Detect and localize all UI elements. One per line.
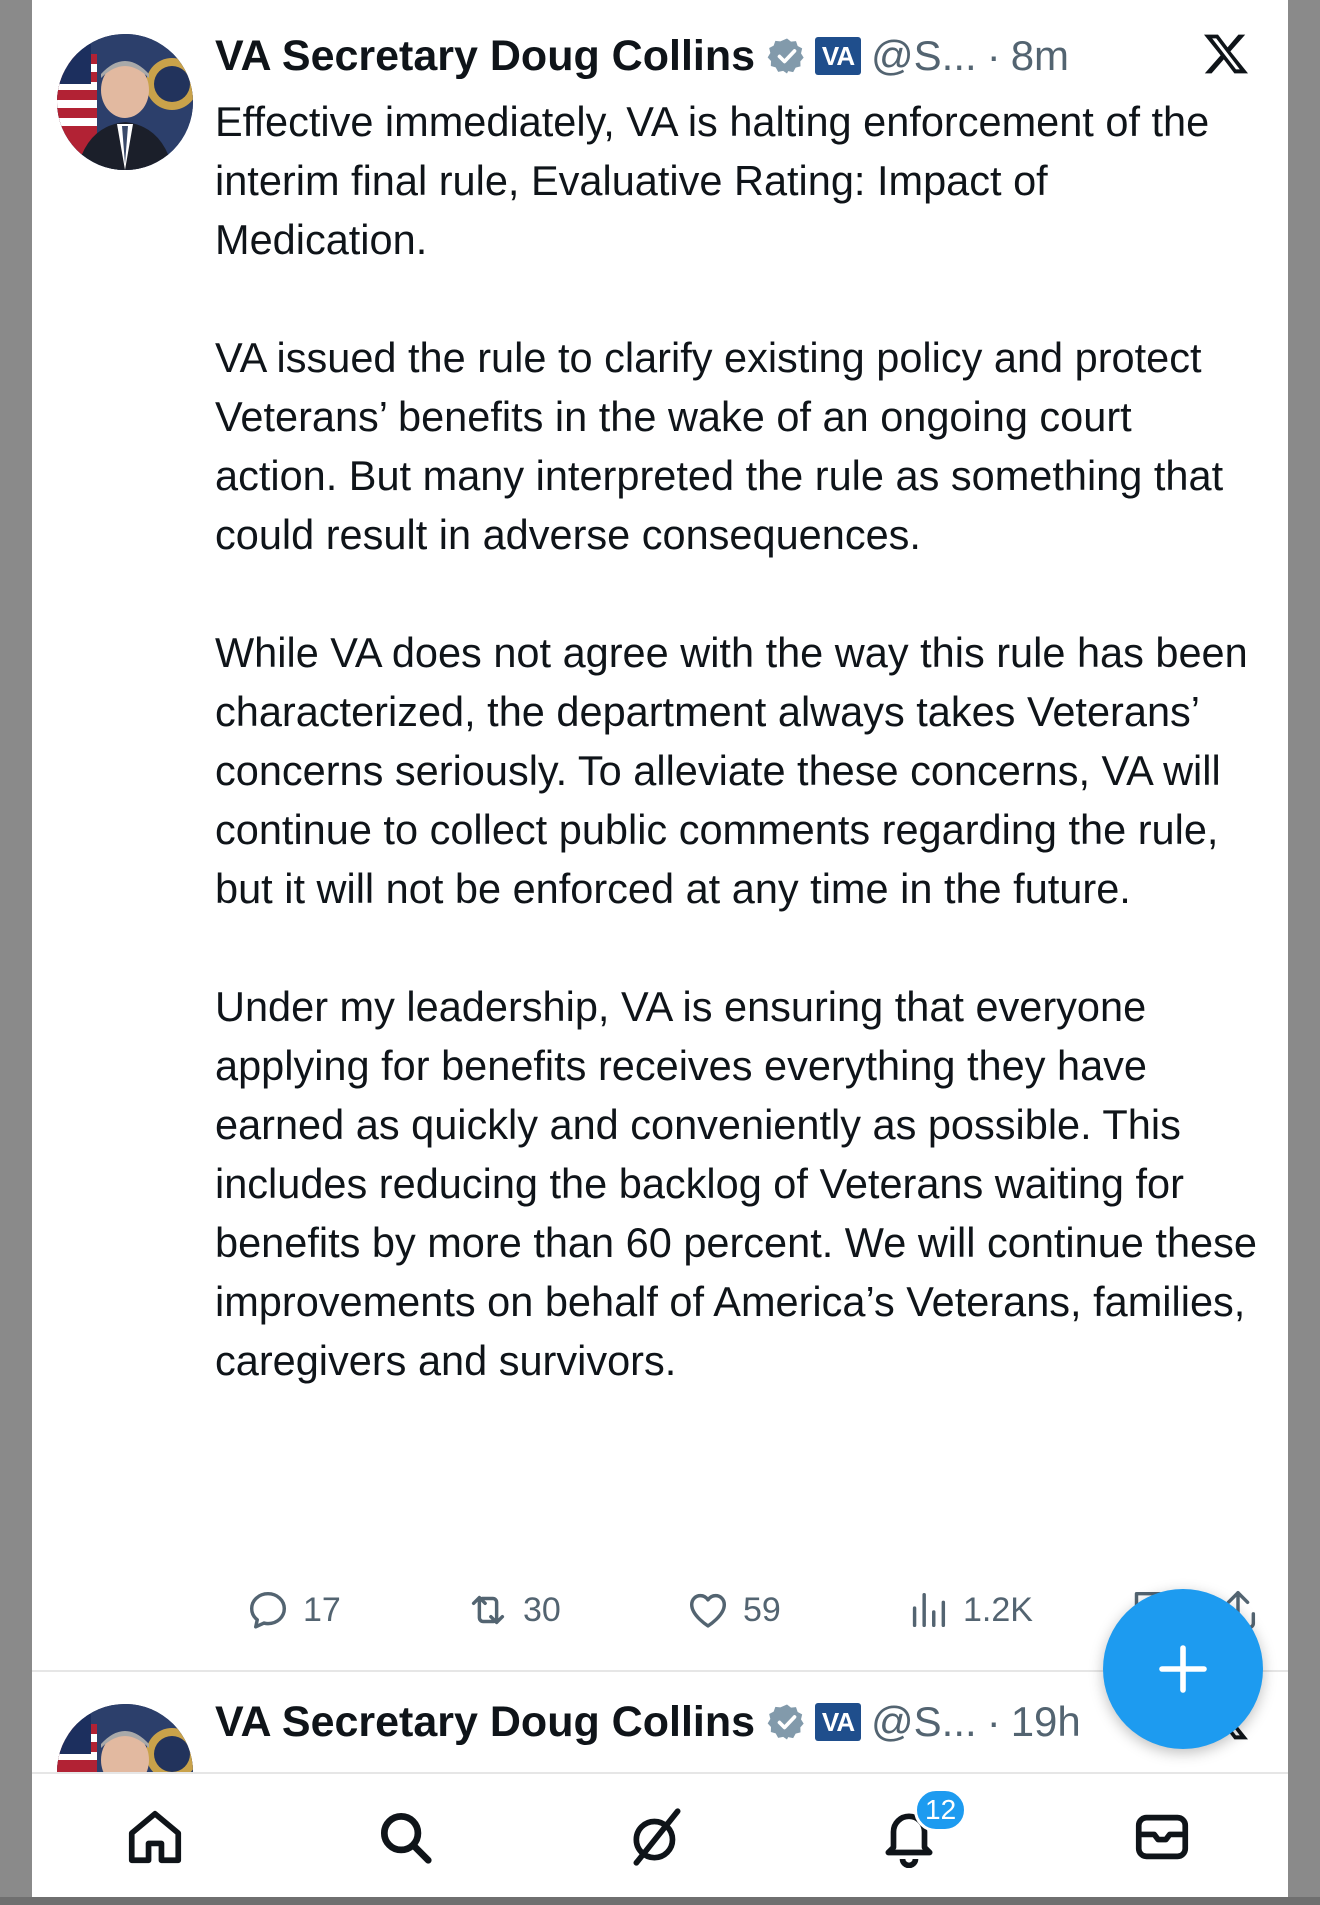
nav-grok[interactable] [622, 1802, 692, 1872]
tweet-header [215, 28, 1069, 84]
compose-button[interactable] [1103, 1589, 1263, 1749]
reply-button[interactable] [245, 1582, 341, 1638]
reply-icon [245, 1587, 291, 1633]
reply-count: 17 [303, 1590, 341, 1629]
author-name[interactable]: VA Secretary Doug Collins [215, 31, 756, 80]
tweet-paragraph: VA issued the rule to clarify existing policy and protect Veterans’ benefits in the wake of an ongoing court action. But many interpreted the rule as something that could result in adverse consequences. [215, 334, 1224, 558]
plus-icon [1155, 1641, 1211, 1697]
separator: · [986, 1698, 1001, 1745]
tweet-header [215, 1694, 1081, 1750]
tweet[interactable] [32, 0, 1288, 1672]
search-icon [374, 1806, 436, 1868]
verified-badge-icon [767, 36, 807, 76]
affiliation-badge[interactable]: VA [815, 37, 861, 75]
repost-icon [465, 1587, 511, 1633]
views-icon [905, 1587, 951, 1633]
bottom-nav [32, 1772, 1288, 1905]
tweet-paragraph: While VA does not agree with the way this rule has been characterized, the department always takes Veterans’ concerns seriously. To alleviate these concerns, VA will continue to collect public comments regarding the rule, but it will not be enforced at any time in the future. [215, 629, 1248, 912]
avatar[interactable] [57, 34, 193, 170]
x-logo-icon [1202, 30, 1250, 78]
views-count: 1.2K [963, 1590, 1033, 1629]
nav-messages[interactable] [1127, 1802, 1197, 1872]
like-count: 59 [743, 1590, 781, 1629]
verified-badge-icon [767, 1702, 807, 1742]
nav-home[interactable] [120, 1802, 190, 1872]
tweet-body [215, 92, 1265, 1390]
nav-notifications[interactable] [874, 1794, 957, 1872]
bottom-edge [0, 1897, 1320, 1905]
heart-icon [685, 1587, 731, 1633]
tweet-paragraph: Under my leadership, VA is ensuring that everyone applying for benefits receives everything they have earned as quickly and conveniently as possible. This includes reducing the backlog of Veterans waiting for benefits by more than 60 percent. We will continue these improvements on behalf of America’s Veterans, families, caregivers and survivors. [215, 983, 1257, 1384]
app-frame [32, 0, 1288, 1905]
tweet-paragraph: Effective immediately, VA is halting enforcement of the interim final rule, Evaluative Rating: Impact of Medication. [215, 98, 1210, 263]
separator: · [986, 32, 1001, 79]
author-name[interactable]: VA Secretary Doug Collins [215, 1697, 756, 1746]
author-handle: @S... [871, 1698, 977, 1745]
author-handle: @S... [871, 32, 977, 79]
tweet-time[interactable]: 8m [1010, 32, 1070, 79]
grok-icon [626, 1806, 688, 1868]
messages-icon [1131, 1806, 1193, 1868]
repost-count: 30 [523, 1590, 561, 1629]
nav-search[interactable] [370, 1802, 440, 1872]
tweet-time[interactable]: 19h [1010, 1698, 1081, 1745]
like-button[interactable] [685, 1582, 781, 1638]
repost-button[interactable] [465, 1582, 561, 1638]
affiliation-badge[interactable]: VA [815, 1703, 861, 1741]
home-icon [124, 1806, 186, 1868]
views-button[interactable] [905, 1582, 1033, 1638]
notification-count-badge: 12 [914, 1788, 967, 1832]
